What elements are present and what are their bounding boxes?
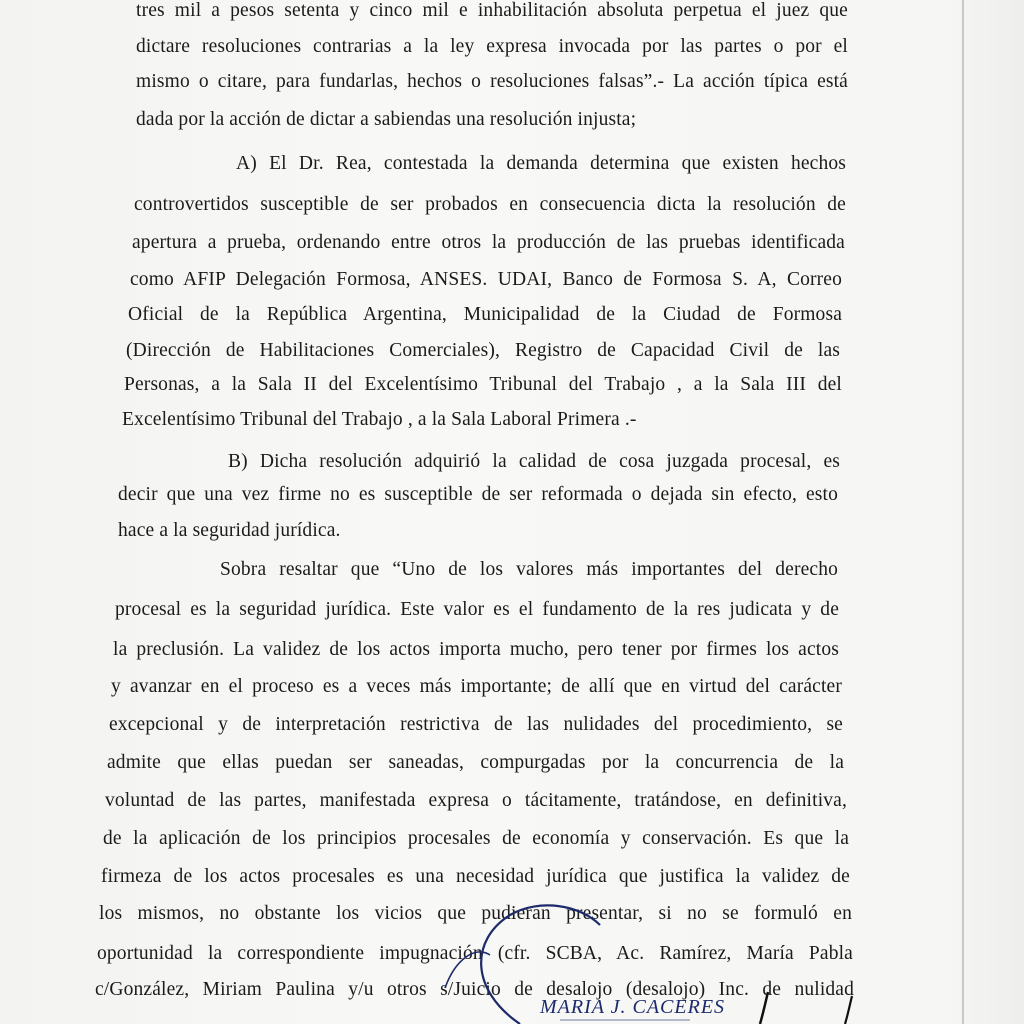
text-line-3: mismo o citare, para fundarlas, hechos o resoluciones falsas”.- La acción típica está: [136, 71, 848, 92]
quote-line-9: firmeza de los actos procesales es una necesidad jurídica que justifica la validez de: [101, 866, 850, 887]
paragraph-a-line-5: Oficial de la República Argentina, Municipalidad de la Ciudad de Formosa: [128, 304, 842, 325]
quote-line-8: de la aplicación de los principios procesales de economía y conservación. Es que la: [103, 828, 849, 849]
paragraph-a-line-3: apertura a prueba, ordenando entre otros la producción de las pruebas identificada: [132, 232, 845, 253]
paragraph-a-line-8: Excelentísimo Tribunal del Trabajo , a la Sala Laboral Primera .-: [122, 409, 637, 430]
paragraph-b-line-1: B) Dicha resolución adquirió la calidad de cosa juzgada procesal, es: [228, 451, 840, 472]
quote-line-1: Sobra resaltar que “Uno de los valores más importantes del derecho: [220, 559, 838, 580]
quote-line-12: c/González, Miriam Paulina y/u otros s/Juicio de desalojo (desalojo) Inc. de nulidad: [95, 979, 854, 1000]
text-line-2: dictare resoluciones contrarias a la ley expresa invocada por las partes o por el: [136, 36, 848, 57]
quote-line-10: los mismos, no obstante los vicios que pudieran presentar, si no se formuló en: [99, 903, 852, 924]
signature-stroke: [760, 992, 768, 1024]
paragraph-b-line-3: hace a la seguridad jurídica.: [118, 520, 341, 541]
quote-line-4: y avanzar en el proceso es a veces más importante; de allí que en virtud del carácter: [111, 676, 842, 697]
paragraph-b-line-2: decir que una vez firme no es susceptible de ser reformada o dejada sin efecto, esto: [118, 484, 838, 505]
text-line-4: dada por la acción de dictar a sabiendas una resolución injusta;: [136, 109, 637, 130]
stamp-name: MARIA J. CACERES: [540, 996, 726, 1018]
paragraph-a-line-7: Personas, a la Sala II del Excelentísimo Tribunal del Trabajo , a la Sala III del: [124, 374, 842, 395]
text-line-1: tres mil a pesos setenta y cinco mil e inhabilitación absoluta perpetua el juez que: [136, 0, 848, 21]
quote-line-7: voluntad de las partes, manifestada expresa o tácitamente, tratándose, en definitiva,: [105, 790, 847, 811]
quote-line-11: oportunidad la correspondiente impugnación (cfr. SCBA, Ac. Ramírez, María Pabla: [97, 943, 853, 964]
paragraph-a-line-1: A) El Dr. Rea, contestada la demanda determina que existen hechos: [236, 153, 846, 174]
paragraph-a-line-2: controvertidos susceptible de ser probados en consecuencia dicta la resolución de: [134, 194, 846, 215]
quote-line-6: admite que ellas puedan ser saneadas, compurgadas por la concurrencia de la: [107, 752, 844, 773]
paragraph-a-line-4: como AFIP Delegación Formosa, ANSES. UDAI, Banco de Formosa S. A, Correo: [130, 269, 842, 290]
quote-line-3: la preclusión. La validez de los actos importa mucho, pero tener por firmes los actos: [113, 639, 839, 660]
signature-stroke: [845, 996, 852, 1024]
quote-line-5: excepcional y de interpretación restrictiva de las nulidades del procedimiento, se: [109, 714, 843, 735]
quote-line-2: procesal es la seguridad jurídica. Este valor es el fundamento de la res judicata y de: [115, 599, 839, 620]
paragraph-a-line-6: (Dirección de Habilitaciones Comerciales), Registro de Capacidad Civil de las: [126, 340, 840, 361]
signature-stroke: [445, 952, 490, 988]
